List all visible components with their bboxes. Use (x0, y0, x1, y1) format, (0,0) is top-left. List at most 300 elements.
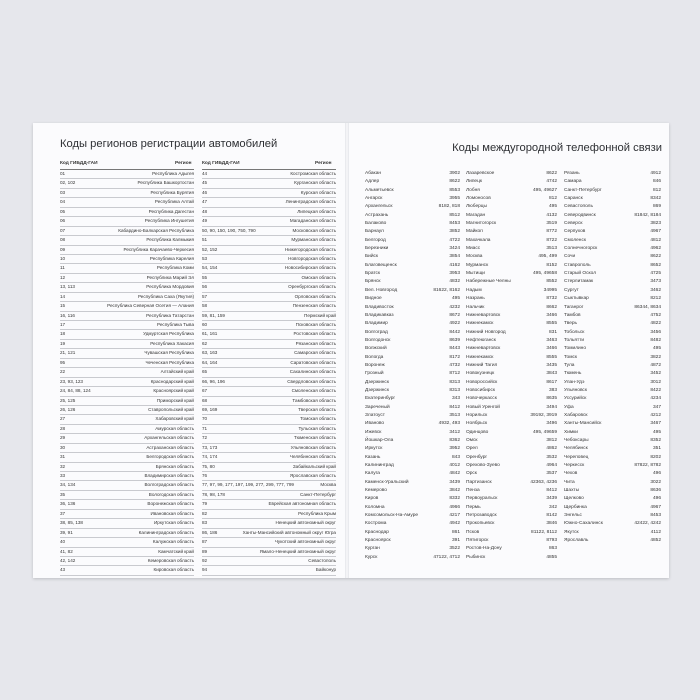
region-row-region: Республика Карачаево-Черкесия (123, 246, 194, 252)
region-row (60, 491, 194, 500)
phone-row-city: Ставрополь (564, 262, 591, 268)
phone-row-code: 3513 (546, 246, 557, 252)
phone-row-code: 3424 (449, 246, 460, 252)
region-row (60, 236, 194, 245)
region-row-region: Республика Марий Эл (146, 274, 194, 280)
region-row-code: 25, 125 (60, 397, 76, 403)
phone-row (365, 554, 460, 562)
phone-row-code: 4852 (650, 538, 661, 544)
phone-row-city: Новокузнецк (466, 371, 495, 377)
phone-row (466, 312, 557, 320)
phone-row (564, 504, 661, 512)
region-row-region: Тамбовская область (292, 397, 336, 403)
region-row (202, 198, 336, 207)
region-row-region: Томская область (300, 416, 336, 422)
phone-row-city: Химки (564, 429, 578, 435)
phone-row-code: 8172 (449, 354, 460, 360)
region-row-code: 60 (202, 322, 208, 327)
phone-row-city: Томск (564, 354, 578, 360)
phone-row (564, 395, 661, 403)
phone-row (365, 429, 460, 437)
phone-row-city: Назрань (466, 296, 485, 302)
phone-row-city: Нижний Новгород (466, 329, 506, 335)
phone-row-code: 8442 (449, 329, 460, 335)
phone-row (466, 262, 557, 270)
region-row-code: 66, 96, 196 (202, 378, 225, 384)
region-row-code: 94 (202, 567, 208, 573)
phone-row-code: 3473 (650, 279, 661, 285)
phone-row (365, 337, 460, 345)
phone-row (466, 479, 557, 487)
region-row-region: Омская область (301, 274, 336, 280)
phone-row (365, 412, 460, 420)
phone-row (365, 278, 460, 286)
phone-row-code: 8622 (449, 179, 460, 185)
phone-row-code: 495, 499 (538, 254, 557, 260)
region-row-region: Чукотский автономный округ (274, 539, 336, 545)
phone-row-code: 3494 (546, 404, 557, 410)
region-row-region: Республика Калмыкия (146, 237, 194, 243)
region-row-region: Кемеровская область (147, 557, 194, 563)
region-row-region: Чувашская Республика (144, 350, 194, 356)
phone-row-city: Орехово-Зуево (466, 463, 500, 469)
phone-row (365, 220, 460, 228)
phone-row-code: 3822 (650, 354, 661, 360)
phone-row-code: 8722 (546, 237, 557, 243)
phone-row-code: 3439 (546, 496, 557, 502)
phone-row-city: Смоленск (564, 237, 586, 243)
phone-row (564, 203, 661, 211)
region-row (202, 217, 336, 226)
region-row (202, 519, 336, 528)
phone-row-code: 8412 (449, 404, 460, 410)
phone-row-code: 812 (652, 187, 661, 193)
col2-header-code: Код ГИБДД-ГАИ (202, 161, 240, 166)
phone-row-code: 3537 (546, 471, 557, 477)
phone-row (564, 170, 661, 178)
region-row-code: 04 (60, 199, 66, 205)
phone-row-code: 42422, 4242 (634, 521, 661, 527)
phone-row (466, 412, 557, 420)
region-row-region: Республика Северная Осетия — Алания (107, 303, 194, 309)
region-row-code: 13, 113 (60, 284, 75, 290)
phone-codes-column-1 (365, 170, 460, 562)
phone-row-code: 34995 (543, 287, 557, 293)
phone-row (564, 454, 661, 462)
phone-row (365, 462, 460, 470)
region-row (202, 340, 336, 349)
region-row-region: Краснодарский край (150, 378, 194, 384)
region-row (60, 481, 194, 490)
region-row (60, 368, 194, 377)
phone-row-code: 846 (652, 179, 661, 185)
phone-row (466, 495, 557, 503)
phone-row (564, 387, 661, 395)
phone-row-code: 831 (548, 329, 557, 335)
region-row-region: Иркутская область (153, 520, 194, 526)
phone-row-city: Орск (466, 471, 477, 477)
region-row-region: Мурманская область (291, 237, 336, 243)
phone-row-code: 3462 (650, 287, 661, 293)
region-row-region: Республика Дагестан (148, 208, 194, 214)
phone-row-code: 87822, 8782 (634, 463, 661, 469)
region-row-code: 47 (202, 199, 208, 205)
phone-row-city: Нижнекамск (466, 354, 494, 360)
phone-row-code: 8332 (449, 496, 460, 502)
phone-row-city: Уфа (564, 404, 574, 410)
region-row (60, 434, 194, 443)
phone-row (466, 304, 557, 312)
phone-row-code: 4872 (650, 362, 661, 368)
phone-row-code: 8152 (546, 262, 557, 268)
region-row-code: 27 (60, 416, 66, 422)
phone-row-code: 8793 (546, 538, 557, 544)
region-row (202, 293, 336, 302)
region-row (60, 274, 194, 283)
phone-row-code: 4212 (650, 412, 661, 418)
phone-row-city: Иваново (365, 421, 385, 427)
phone-row-city: Ангарск (365, 196, 383, 202)
region-row (60, 189, 194, 198)
region-row (60, 415, 194, 424)
region-row-code: 87 (202, 539, 208, 545)
phone-row (564, 337, 661, 345)
phone-row (564, 345, 661, 353)
region-row (202, 566, 336, 575)
phone-row (564, 370, 661, 378)
region-row-region: Курская область (300, 189, 336, 195)
phone-row-city: Пермь (466, 504, 481, 510)
phone-row (466, 395, 557, 403)
region-row (202, 406, 336, 415)
phone-row-city: Курган (365, 546, 380, 552)
phone-row-code: 47122, 4712 (433, 554, 460, 560)
phone-row-code: 3532 (546, 454, 557, 460)
region-row (60, 463, 194, 472)
phone-row (365, 537, 460, 545)
phone-row-city: Тверь (564, 321, 578, 327)
col1-header-code: Код ГИБДД-ГАИ (60, 161, 98, 166)
phone-row-city: Стерлитамак (564, 279, 594, 285)
phone-row-code: 86344, 8634 (634, 304, 661, 310)
region-row-code: 01 (60, 171, 66, 176)
region-row-region: Кабардино-Балкарская Республика (118, 227, 194, 233)
region-row-code: 23, 93, 123 (60, 378, 83, 384)
phone-row (466, 370, 557, 378)
region-row-code: 44 (202, 171, 208, 176)
phone-row-city: Надым (466, 287, 482, 293)
region-row (202, 274, 336, 283)
phone-row-city: Южно-Сахалинск (564, 521, 603, 527)
region-row (202, 510, 336, 519)
phone-row-code: 8453 (650, 513, 661, 519)
phone-row-code: 812 (548, 196, 557, 202)
region-row-code: 56 (202, 284, 208, 290)
phone-row (365, 487, 460, 495)
region-row-code: 92 (202, 557, 208, 563)
phone-row-code: 4732 (449, 362, 460, 368)
phone-row-city: Миасс (466, 246, 481, 252)
phone-row-city: Дзержинск (365, 379, 389, 385)
phone-row-code: 4132 (546, 212, 557, 218)
region-row (202, 529, 336, 538)
region-row-code: 69, 169 (202, 406, 218, 412)
phone-row-city: Коломна (365, 504, 385, 510)
region-row-code: 02, 102 (60, 180, 76, 186)
phone-row-code: 3513 (449, 412, 460, 418)
phone-row (466, 212, 557, 220)
region-row-region: Хабаровский край (155, 416, 194, 422)
phone-row-city: Лобня (466, 187, 480, 193)
phone-row-city: Серпухов (564, 229, 586, 235)
phone-row-code: 3463 (546, 337, 557, 343)
region-row-region: Республика Саха (Якутия) (137, 293, 194, 299)
region-row (202, 359, 336, 368)
phone-row (564, 295, 661, 303)
phone-row-code: 4234 (650, 396, 661, 402)
region-row (60, 293, 194, 302)
phone-row-city: Братск (365, 271, 381, 277)
region-row-region: Курганская область (294, 180, 336, 186)
phone-row-city: Комсомольск-На-Амуре (365, 513, 419, 519)
region-row (202, 255, 336, 264)
region-row-region: Ленинградская область (285, 199, 336, 205)
region-row-region: Астраханская область (146, 444, 194, 450)
region-row-region: Московская область (292, 227, 336, 233)
region-row (60, 264, 194, 273)
phone-row-code: 496 (652, 496, 661, 502)
region-row (60, 321, 194, 330)
region-row-code: 21, 121 (60, 350, 76, 356)
phone-row-code: 4842 (449, 471, 460, 477)
region-row-code: 33 (60, 473, 66, 478)
region-row (60, 227, 194, 236)
phone-row (564, 320, 661, 328)
region-row (202, 538, 336, 547)
phone-row (564, 278, 661, 286)
region-row-code: 67 (202, 388, 208, 394)
region-row (60, 406, 194, 415)
phone-row-city: Сочи (564, 254, 576, 260)
region-row-region: Саратовская область (290, 359, 336, 365)
phone-row (466, 295, 557, 303)
phone-row-city: Новороссийск (466, 379, 498, 385)
region-row (60, 255, 194, 264)
phone-row-city: Псков (466, 529, 480, 535)
phone-row-city: Москва (466, 254, 483, 260)
region-row-region: Москва (320, 482, 336, 488)
phone-row-city: Новосибирск (466, 387, 495, 393)
region-row-region: Республика Тыва (156, 322, 194, 327)
region-row-region: Сахалинская область (289, 369, 336, 375)
region-row-region: Ростовская область (293, 331, 336, 337)
phone-row-city: Каменск-Уральский (365, 479, 409, 485)
phone-row-city: Рязань (564, 171, 580, 176)
phone-row-code: 8482 (650, 337, 661, 343)
phone-row (466, 545, 557, 553)
phone-row-city: Магадан (466, 212, 486, 218)
phone-row-code: 42363, 4236 (530, 479, 557, 485)
region-row-region: Орловская область (294, 293, 336, 299)
phone-row-code: 4012 (449, 463, 460, 469)
region-row (202, 444, 336, 453)
phone-row-city: Мытищи (466, 271, 485, 277)
phone-row (365, 437, 460, 445)
phone-row (564, 404, 661, 412)
phone-row (365, 245, 460, 253)
phone-row-city: Липецк (466, 179, 482, 185)
phone-row (564, 362, 661, 370)
phone-row (564, 262, 661, 270)
region-row-region: Амурская область (155, 425, 194, 431)
phone-row-code: 8622 (650, 254, 661, 260)
phone-row-city: Ижевск (365, 429, 382, 435)
phone-row-code: 3843 (546, 371, 557, 377)
phone-row (466, 337, 557, 345)
phone-row (365, 228, 460, 236)
phone-row (564, 270, 661, 278)
region-row-code: 89 (202, 548, 208, 554)
phone-row (365, 395, 460, 403)
phone-row-code: 4855 (546, 554, 557, 560)
region-row (202, 246, 336, 255)
phone-row-city: Ростов-На-Дону (466, 546, 502, 552)
region-row-code: 61, 161 (202, 331, 218, 337)
phone-row-code: 3012 (650, 379, 661, 385)
region-row-region: Липецкая область (297, 208, 336, 214)
region-row-region: Пензенская область (292, 303, 336, 309)
phone-row-city: Набережные Челны (466, 279, 511, 285)
phone-row (365, 454, 460, 462)
phone-row-city: Щелково (564, 496, 584, 502)
phone-row-code: 3412 (449, 429, 460, 435)
phone-row-city: Чебоксары (564, 438, 589, 443)
phone-row-code: 8512 (449, 212, 460, 218)
col1-header-region: Регион (175, 161, 192, 166)
phone-row-city: Томилино (564, 346, 586, 352)
phone-row-city: Северск (564, 221, 583, 227)
phone-row-code: 3452 (650, 371, 661, 377)
region-row-code: 77, 97, 99, 177, 197, 199, 277, 299, 777, 799 (202, 482, 294, 488)
region-row-code: 68 (202, 397, 208, 403)
region-row (202, 302, 336, 311)
region-row-region: Удмуртская Республика (143, 331, 194, 337)
region-row (60, 312, 194, 321)
phone-row-code: 8652 (650, 262, 661, 268)
phone-row (466, 253, 557, 261)
phone-row (466, 220, 557, 228)
phone-row-code: 3522 (449, 546, 460, 552)
phone-row-code: 4862 (546, 446, 557, 452)
region-row-code: 42, 142 (60, 557, 76, 563)
region-row (202, 557, 336, 566)
phone-row-code: 3466 (546, 312, 557, 318)
phone-row-code: 496 (652, 471, 661, 477)
phone-row-code: 8182, 818 (438, 204, 460, 210)
phone-row-city: Люберцы (466, 204, 487, 210)
phone-row (466, 462, 557, 470)
phone-row-code: 8313 (449, 379, 460, 385)
phone-row-code: 4725 (650, 271, 661, 277)
region-row (60, 359, 194, 368)
phone-row (466, 354, 557, 362)
phone-codes-column-2 (466, 170, 557, 562)
phone-row-code: 383 (548, 387, 557, 393)
region-row (202, 189, 336, 198)
phone-row-city: Ульяновск (564, 387, 587, 393)
phone-row-code: 4912 (650, 171, 661, 176)
phone-row-city: Тула (564, 362, 575, 368)
phone-row (365, 529, 460, 537)
region-row-region: Костромская область (290, 171, 336, 176)
phone-row-city: Волжский (365, 346, 387, 352)
phone-row-city: Норильск (466, 412, 488, 418)
phone-row (466, 170, 557, 178)
phone-row-code: 4722 (449, 237, 460, 243)
region-row (60, 472, 194, 481)
phone-row-code: 3854 (449, 254, 460, 260)
region-row-code: 29 (60, 435, 66, 441)
phone-row-city: Тобольск (564, 329, 585, 335)
region-row (202, 463, 336, 472)
region-row (202, 397, 336, 406)
region-row (202, 170, 336, 179)
region-row-code: 48 (202, 208, 208, 214)
phone-row-code: 4232 (449, 304, 460, 310)
region-row-code: 78, 98, 178 (202, 491, 225, 497)
region-row-region: Магаданская область (289, 218, 336, 224)
region-row-code: 31 (60, 454, 66, 460)
phone-row-city: Мурманск (466, 262, 489, 268)
phone-row-city: Уссурийск (564, 396, 587, 402)
region-row-code: 70 (202, 416, 208, 422)
phone-row (564, 253, 661, 261)
phone-row-code: 391 (451, 538, 460, 544)
region-row (202, 264, 336, 273)
region-row-region: Калининградская область (138, 529, 194, 535)
phone-row (564, 304, 661, 312)
phone-row-code: 495 (548, 204, 557, 210)
phone-row-city: Тамбов (564, 312, 581, 318)
region-row-region: Вологодская область (148, 491, 194, 497)
phone-row (466, 270, 557, 278)
phone-row-city: Вел. Новгород (365, 287, 398, 293)
phone-row (564, 512, 661, 520)
region-row (202, 453, 336, 462)
phone-row-city: Ярославль (564, 538, 589, 544)
region-row-region: Забайкальский край (292, 463, 336, 469)
phone-row-code: 343 (451, 396, 460, 402)
phone-row (564, 445, 661, 453)
phone-row-code: 843 (451, 454, 460, 460)
region-row-region: Нижегородская область (284, 246, 336, 252)
region-row-code: 86, 186 (202, 529, 218, 535)
phone-row-city: Калининград (365, 463, 394, 469)
region-row (202, 368, 336, 377)
region-row-region: Оренбургская область (288, 284, 336, 290)
phone-row-city: Новый Уренгой (466, 404, 500, 410)
region-row-code: 82 (202, 510, 208, 516)
phone-row-code: 3467 (650, 421, 661, 427)
phone-row-city: Санкт-Петербург (564, 187, 602, 193)
col2-header-region: Регион (315, 161, 332, 166)
region-row-code: 43 (60, 567, 66, 573)
region-row (202, 387, 336, 396)
phone-row-city: Якутск (564, 529, 579, 535)
phone-row (466, 329, 557, 337)
phone-row-code: 8639 (449, 337, 460, 343)
region-row-code: 40 (60, 539, 66, 545)
